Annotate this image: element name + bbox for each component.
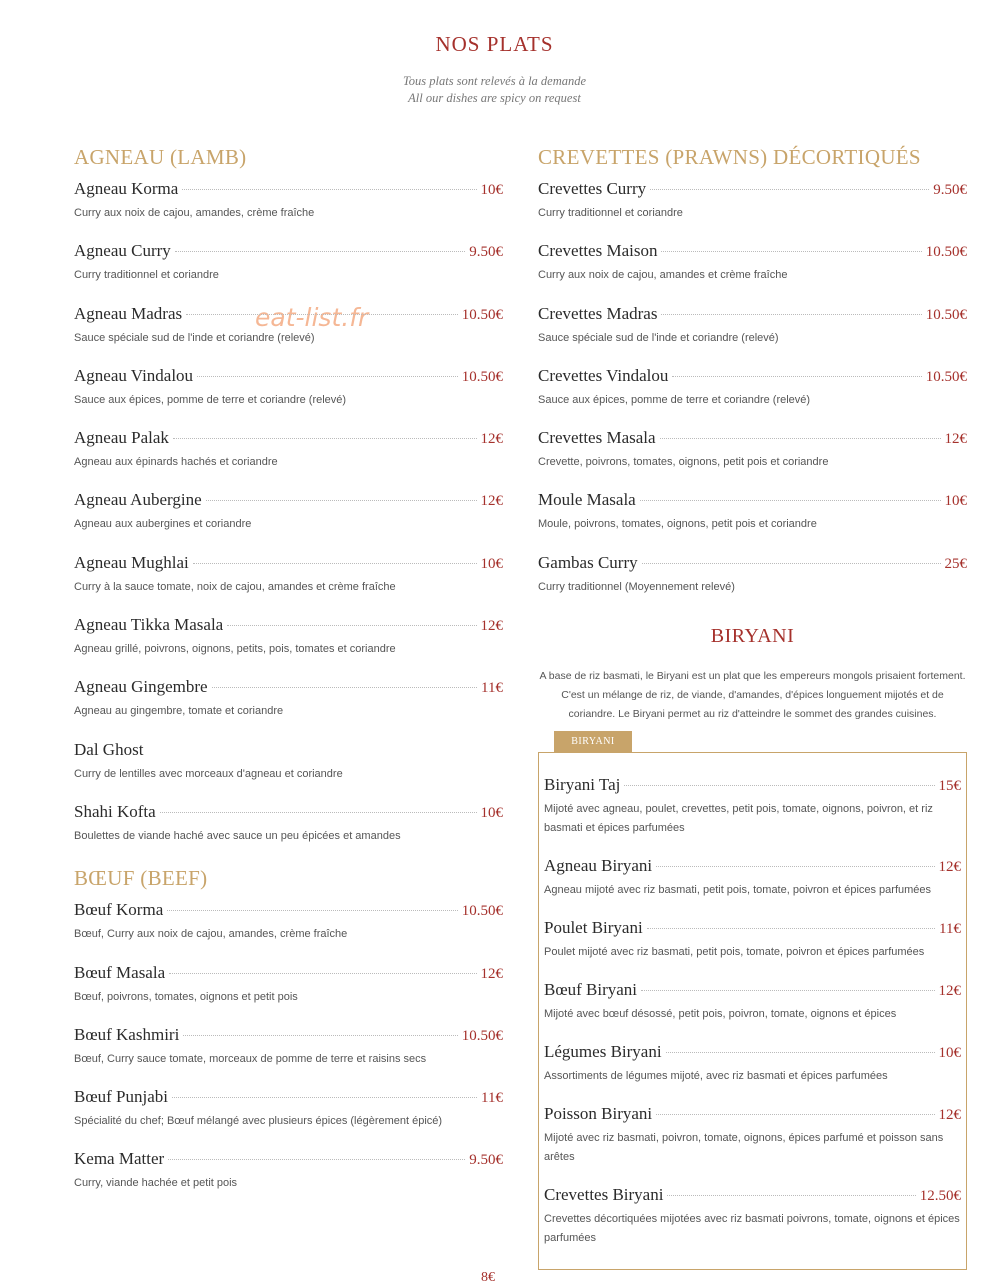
item-price: 10.50€ [461,368,503,385]
biryani-tag: BIRYANI [554,731,632,752]
item-price: 10€ [480,182,503,198]
dot-leader [624,785,934,786]
menu-item [538,241,967,303]
menu-item [74,615,503,677]
item-description: Moule, poivrons, tomates, oignons, petit pois et coriandre [538,518,817,531]
dot-leader [167,910,458,911]
item-name: Agneau Aubergine [74,490,202,510]
dot-leader [197,376,458,377]
menu-item [544,856,961,918]
item-price: 11€ [481,1090,503,1107]
menu-item [538,366,967,428]
item-description: Bœuf, Curry aux noix de cajou, amandes, crème fraîche [74,928,348,941]
menu-item [538,553,967,615]
item-name: Agneau Gingembre [74,677,208,697]
item-price: 15€ [938,778,961,794]
item-name: Gambas Curry [538,552,638,572]
menu-item [74,428,503,490]
dot-leader [640,500,941,501]
menu-item [74,1087,503,1149]
menu-item [74,1025,503,1087]
item-price: 12€ [480,965,503,982]
item-description: Curry aux noix de cajou, amandes et crème fraîche [538,269,788,282]
dot-leader [168,1159,465,1160]
item-price: 25€ [944,555,967,572]
menu-item [74,304,503,366]
item-name: Bœuf Biryani [544,980,638,999]
item-description: Crevettes décortiquées mijotées avec riz basmati poivrons, tomate, oignons et épices parfumées [544,1213,960,1244]
item-description: Agneau au gingembre, tomate et coriandre [74,705,284,718]
dot-leader [666,1052,935,1053]
subtitle-en: All our dishes are spicy on request [408,91,581,105]
dot-leader [182,189,476,190]
menu-item [74,740,503,802]
dot-leader [212,687,477,688]
menu-item [538,179,967,241]
item-name: Agneau Korma [74,179,179,198]
item-price: 10€ [944,493,967,510]
right-column [538,143,967,615]
dot-leader [642,563,941,564]
menu-item [74,241,503,303]
item-name: Légumes Biryani [544,1042,662,1061]
item-name: Crevettes Maison [538,241,658,261]
dot-leader [160,812,477,813]
item-name: Agneau Palak [74,428,169,448]
item-name: Bœuf Punjabi [74,1087,168,1107]
dot-leader [656,866,934,867]
item-price: 12€ [480,431,503,448]
menu-item [74,1149,503,1211]
item-description: Sauce spéciale sud de l'inde et coriandre (relevé) [538,331,779,344]
item-description: Curry aux noix de cajou, amandes, crème fraîche [74,207,315,219]
item-description: Poulet mijoté avec riz basmati, petit pois, tomate, poivron et épices parfumées [544,946,925,958]
item-price: 12€ [480,493,503,510]
menu-item [74,179,503,241]
item-price: 10.50€ [925,368,967,385]
item-name: Poulet Biryani [544,918,643,937]
item-name: Agneau Mughlai [74,552,189,572]
item-name: Kema Matter [74,1149,165,1169]
item-name: Agneau Curry [74,241,171,261]
item-description: Bœuf, poivrons, tomates, oignons et petit pois [74,990,298,1003]
dot-leader [175,251,465,252]
menu-item [544,1185,961,1247]
item-name: Crevettes Biryani [544,1185,664,1204]
dot-leader [193,563,477,564]
section-title-biryani: BIRYANI [710,625,795,647]
item-name: Agneau Biryani [544,856,653,875]
menu-item [544,1042,961,1104]
item-price: 10€ [480,804,503,821]
item-price: 10.50€ [925,244,967,261]
menu-item [74,490,503,552]
menu-item [544,980,961,1042]
dot-leader [172,1097,477,1098]
item-price: 12€ [938,983,961,999]
page-title: NOS PLATS [435,32,554,56]
item-name: Crevettes Madras [538,303,658,323]
item-price: 12.50€ [919,1188,961,1204]
biryani-box [538,752,967,1270]
crevettes-list [538,179,967,615]
menu-item [74,677,503,739]
item-price: 10.50€ [461,903,503,920]
dot-leader [169,973,476,974]
dot-leader [206,500,477,501]
item-name: Poisson Biryani [544,1104,653,1123]
item-name: Crevettes Curry [538,179,647,198]
item-price: 11€ [481,680,503,697]
biryani-intro: A base de riz basmati, le Biryani est un plat que les empereurs mongols prisaient fortement. C'est un mélange de riz, de viande, d'amandes, d'épices longuement mijotés et de coriandre. Le Biryani permet au riz d'atteindre le sommet des grandes cuisines. [539,670,966,720]
item-description: Curry de lentilles avec morceaux d'agneau et coriandre [74,767,343,780]
subtitle-fr: Tous plats sont relevés à la demande [402,74,587,88]
item-name: Crevettes Masala [538,428,656,448]
dot-leader [672,376,921,377]
menu-item [544,918,961,980]
dot-leader [183,1035,457,1036]
dot-leader [227,625,476,626]
item-description: Mijoté avec riz basmati, poivron, tomate, oignons, épices parfumé et poisson sans arêtes [544,1132,944,1163]
section-title-agneau: AGNEAU (LAMB) [74,145,247,169]
menu-header [0,32,989,107]
item-description: Sauce aux épices, pomme de terre et coriandre (relevé) [74,393,347,406]
item-price: 10.50€ [461,1027,503,1044]
item-name: Moule Masala [538,490,636,510]
menu-item [74,963,503,1025]
item-description: Mijoté avec agneau, poulet, crevettes, petit pois, tomate, oignons, poivron, et riz basmati et épices parfumées [544,803,933,834]
boeuf-list [74,900,503,1211]
item-price: 12€ [480,618,503,635]
menu-item [74,366,503,428]
menu-item [538,490,967,552]
dot-leader [186,314,458,315]
item-description: Spécialité du chef; Bœuf mélangé avec plusieurs épices (légèrement épicé) [74,1115,443,1128]
item-description: Crevette, poivrons, tomates, oignons, petit pois et coriandre [538,456,829,469]
menu-item [544,1104,961,1185]
agneau-list [74,179,503,864]
item-name: Crevettes Vindalou [538,365,669,385]
item-price: 10€ [480,555,503,572]
item-name: Bœuf Kashmiri [74,1024,180,1044]
dot-leader [660,438,941,439]
watermark: eat-list.fr [255,303,369,332]
menu-item [544,775,961,856]
item-description: Bœuf, Curry sauce tomate, morceaux de pomme de terre et raisins secs [74,1052,427,1065]
item-name: Shahi Kofta [74,801,156,821]
item-price: 9.50€ [469,1152,503,1169]
item-description: Sauce aux épices, pomme de terre et coriandre (relevé) [538,393,811,406]
item-description: Agneau mijoté avec riz basmati, petit pois, tomate, poivron et épices parfumées [544,884,932,896]
item-description: Assortiments de légumes mijoté, avec riz basmati et épices parfumées [544,1070,888,1082]
dot-leader [656,1114,934,1115]
item-price: 12€ [944,431,967,448]
item-name: Biryani Taj [544,775,621,794]
menu-item [74,900,503,962]
dot-leader [647,928,935,929]
item-name: Dal Ghost [74,739,144,759]
item-description: Curry traditionnel et coriandre [74,269,219,282]
dot-leader [650,189,929,190]
menu-item [538,428,967,490]
item-price: 12€ [938,859,961,875]
item-description: Mijoté avec bœuf désossé, petit pois, poivron, tomate, oignons et épices [544,1008,897,1020]
item-price: 12€ [938,1107,961,1123]
dot-leader [641,990,934,991]
item-name: Bœuf Korma [74,900,164,920]
item-price: 11€ [939,921,961,937]
item-price: 10.50€ [925,306,967,323]
item-description: Boulettes de viande haché avec sauce un peu épicées et amandes [74,829,401,842]
dot-leader [661,251,921,252]
dot-leader [667,1195,915,1196]
menu-item [538,304,967,366]
left-column [74,143,503,1212]
section-title-boeuf: BŒUF (BEEF) [74,866,208,891]
dot-leader [661,314,921,315]
item-description: Curry à la sauce tomate, noix de cajou, amandes et crème fraîche [74,580,396,593]
menu-item [74,802,503,864]
item-description: Agneau aux aubergines et coriandre [74,518,252,531]
item-price: 10.50€ [461,306,503,323]
item-description: Curry traditionnel (Moyennement relevé) [538,580,735,593]
item-description: Agneau aux épinards hachés et coriandre [74,456,278,469]
item-price: 10€ [938,1045,961,1061]
cut-off-price: 8€ [481,1270,495,1282]
subtitle [0,73,989,107]
item-description: Sauce spéciale sud de l'inde et coriandre (relevé) [74,331,315,344]
item-name: Agneau Vindalou [74,365,194,385]
item-name: Bœuf Masala [74,962,166,982]
menu-item [74,553,503,615]
item-name: Agneau Tikka Masala [74,615,224,635]
section-title-crevettes: CREVETTES (PRAWNS) DÉCORTIQUÉS [538,145,921,169]
item-name: Agneau Madras [74,303,183,323]
dot-leader [173,438,477,439]
item-description: Agneau grillé, poivrons, oignons, petits, pois, tomates et coriandre [74,643,396,656]
item-price: 9.50€ [933,182,967,198]
item-description: Curry traditionnel et coriandre [538,207,683,219]
item-price: 9.50€ [469,244,503,261]
item-description: Curry, viande hachée et petit pois [74,1177,238,1190]
